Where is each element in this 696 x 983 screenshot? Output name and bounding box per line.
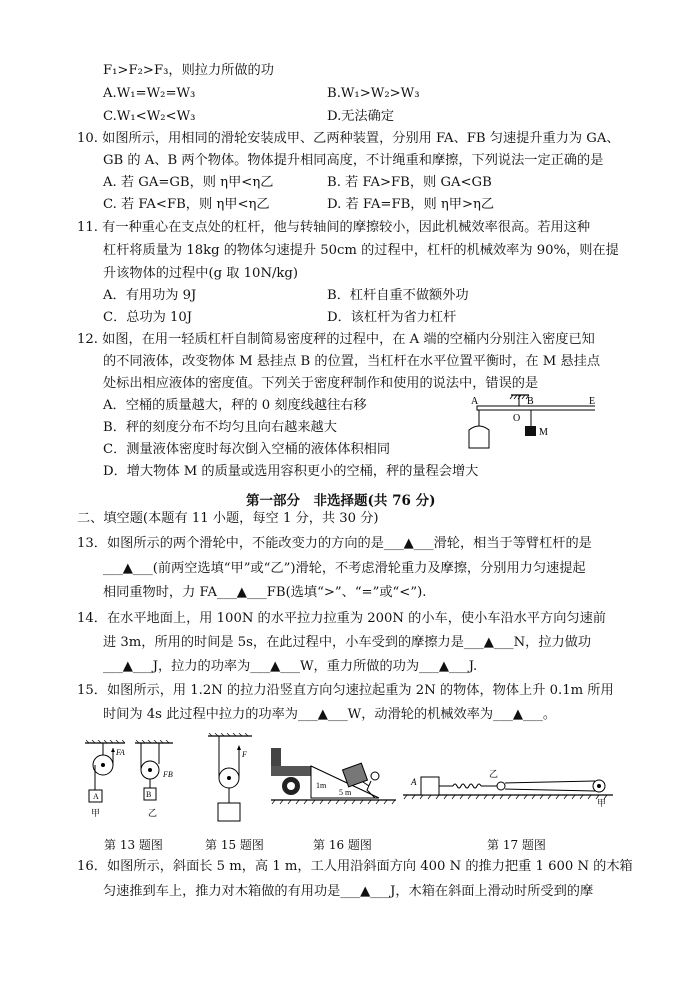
text-line: C.W₁<W₂<W₃ <box>103 109 196 124</box>
fig13-label-fb: FB <box>163 770 173 779</box>
fig12-label-a: A <box>471 396 479 407</box>
fig17-label-yi: 乙 <box>489 769 499 779</box>
text-line: B．秤的刻度分布不均匀且向右越来越大 <box>103 420 337 435</box>
figure-12-lever <box>455 392 595 472</box>
text-line: 二、填空题(本题有 11 小题，每空 1 分，共 30 分) <box>77 511 379 526</box>
text-line: 时间为 4s 此过程中拉力的功率为___▲___W，动滑轮的机械效率为___▲___。 <box>103 707 557 722</box>
figure-13-pulleys <box>83 740 183 820</box>
text-line: C．总功为 10J <box>103 310 193 325</box>
text-line: 13．如图所示的两个滑轮中，不能改变力的方向的是___▲___滑轮，相当于等臂杠杆的是 <box>77 536 592 551</box>
fig15-label-f: F <box>242 750 247 759</box>
text-line: D.无法确定 <box>327 109 395 124</box>
fig13-label-yi: 乙 <box>148 808 158 818</box>
text-line: 匀速推到车上，推力对木箱做的有用功是___▲___J，木箱在斜面上滑动时所受到的摩 <box>103 884 594 899</box>
caption-fig16: 第 16 题图 <box>313 838 372 852</box>
text-line: C．测量液体密度时每次倒入空桶的液体体积相同 <box>103 442 391 457</box>
text-line: 处标出相应液体的密度值。下列关于密度秤制作和使用的说法中，错误的是 <box>103 376 539 391</box>
fig13-label-fa: FA <box>116 748 125 757</box>
fig16-label-length: 5 m <box>339 788 352 797</box>
caption-fig17: 第 17 题图 <box>487 838 546 852</box>
text-line: A．有用功为 9J <box>103 288 197 303</box>
text-line: 升该物体的过程中(g 取 10N/kg) <box>103 266 298 281</box>
text-line: 杠杆将质量为 18kg 的物体匀速提升 50cm 的过程中，杠杆的机械效率为 90%，则在提 <box>103 243 619 258</box>
text-line: A．空桶的质量越大，秤的 0 刻度线越往右移 <box>103 398 367 413</box>
fig13-label-jia: 甲 <box>91 808 101 818</box>
caption-fig13: 第 13 题图 <box>104 838 163 852</box>
text-line: 14．在水平地面上，用 100N 的水平拉力拉重为 200N 的小车，使小车沿水平方向匀速前 <box>77 611 606 626</box>
text-line: B.W₁>W₂>W₃ <box>327 86 420 101</box>
fig17-label-jia: 甲 <box>597 798 607 808</box>
text-line: 16．如图所示，斜面长 5 m，高 1 m，工人用沿斜面方向 400 N 的推力把重 1 600 N 的木箱 <box>77 859 633 874</box>
text-line: ___▲___(前两空选填“甲”或“乙”)滑轮，不考虑滑轮重力及摩擦，分别用力匀速提起 <box>103 561 586 576</box>
text-line: 10. 如图所示，用相同的滑轮安装成甲、乙两种装置，分别用 FA、FB 匀速提升重力为 GA、 <box>77 131 620 146</box>
text-line: F₁>F₂>F₃，则拉力所做的功 <box>103 63 274 78</box>
text-line: B. 若 FA>FB，则 GA<GB <box>327 175 492 190</box>
fig13-label-a: A <box>93 792 99 801</box>
text-line: A.W₁=W₂=W₃ <box>103 86 196 101</box>
section-heading: 第一部分 非选择题(共 76 分) <box>246 493 436 509</box>
text-line: A. 若 GA=GB，则 η甲<η乙 <box>103 175 274 190</box>
fig17-label-a: A <box>411 777 417 787</box>
text-line: D．该杠杆为省力杠杆 <box>327 310 457 325</box>
fig12-label-m: M <box>539 427 548 438</box>
figure-15-pulley <box>206 733 256 825</box>
figure-17-block-pulleys <box>403 765 613 815</box>
text-line: 12. 如图，在用一轻质杠杆自制简易密度秤的过程中，在 A 端的空桶内分别注入密度已知 <box>77 332 595 347</box>
text-line: 进 3m，所用的时间是 5s，在此过程中，小车受到的摩擦力是___▲___N，拉力做功 <box>103 635 592 650</box>
text-line: B．杠杆自重不做额外功 <box>327 288 469 303</box>
fig12-label-o: O <box>513 413 521 424</box>
text-line: ___▲___J，拉力的功率为___▲___W，重力所做的功为___▲___J. <box>103 659 478 674</box>
figure-16-incline <box>271 748 396 810</box>
text-line: 15．如图所示，用 1.2N 的拉力沿竖直方向匀速拉起重为 2N 的物体，物体上升 0.1m 所用 <box>77 683 614 698</box>
text-line: 相同重物时，力 FA___▲___FB(选填“>”、“=”或“<”). <box>103 585 427 600</box>
text-line: 11. 有一种重心在支点处的杠杆，他与转轴间的摩擦较小，因此机械效率很高。若用这种 <box>77 220 591 235</box>
fig12-label-e: E <box>589 396 595 407</box>
fig13-label-b: B <box>146 790 152 799</box>
text-line: D．增大物体 M 的质量或选用容积更小的空桶，秤的量程会增大 <box>103 464 479 479</box>
text-line: 的不同液体，改变物体 M 悬挂点 B 的位置，当杠杆在水平位置平衡时，在 M 悬挂点 <box>103 354 601 369</box>
fig16-label-height: 1m <box>316 781 327 790</box>
text-line: D. 若 FA=FB，则 η甲>η乙 <box>327 197 495 212</box>
text-line: C. 若 FA<FB，则 η甲<η乙 <box>103 197 270 212</box>
caption-fig15: 第 15 题图 <box>205 838 264 852</box>
fig12-label-b: B <box>527 396 534 407</box>
text-line: GB 的 A、B 两个物体。物体提升相同高度，不计绳重和摩擦，下列说法一定正确的是 <box>103 153 604 168</box>
